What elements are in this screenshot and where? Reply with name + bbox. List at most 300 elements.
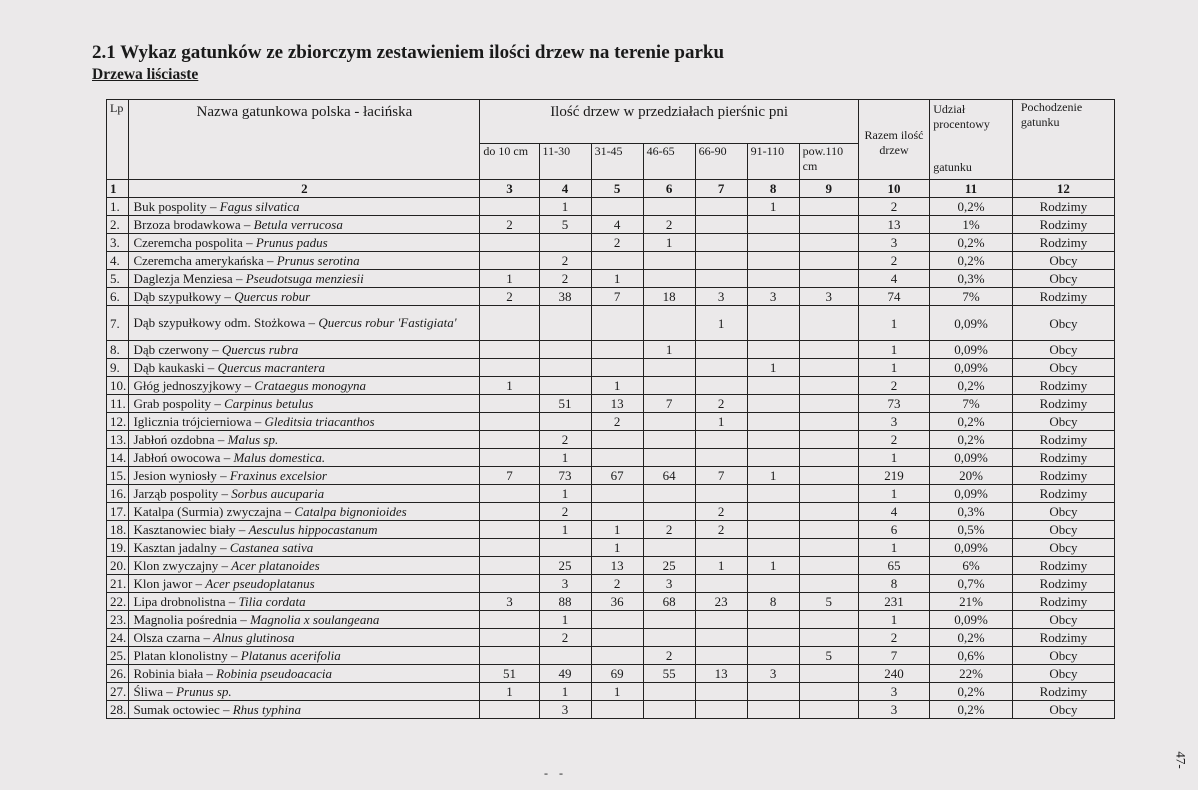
row-species-name [129,198,480,216]
row-count-cell: 7 [591,288,643,306]
row-count-cell [539,341,591,359]
species-polish-name: Jabłoń ozdobna – [133,432,228,447]
row-count-cell [480,306,539,341]
column-number: 11 [930,180,1013,198]
row-total: 3 [858,683,929,701]
species-polish-name: Daglezja Menziesa – [133,271,246,286]
row-species-name [129,431,480,449]
row-lp: 8. [107,341,129,359]
row-species-name [129,341,480,359]
row-total: 1 [858,539,929,557]
row-count-cell [695,683,747,701]
row-total: 231 [858,593,929,611]
row-count-cell [480,539,539,557]
row-count-cell [480,611,539,629]
row-count-cell: 1 [747,198,799,216]
row-total: 2 [858,198,929,216]
row-count-cell: 1 [747,359,799,377]
row-count-cell: 1 [747,467,799,485]
row-count-cell: 25 [539,557,591,575]
row-total: 2 [858,377,929,395]
row-count-cell [539,234,591,252]
header-origin: Pochodzenie gatunku [1012,100,1114,180]
row-percent: 22% [930,665,1013,683]
row-origin: Rodzimy [1012,629,1114,647]
row-count-cell: 1 [643,234,695,252]
row-total: 2 [858,252,929,270]
row-count-cell [747,485,799,503]
header-lp: Lp [107,100,129,180]
row-percent: 0,2% [930,413,1013,431]
row-count-cell [799,395,858,413]
row-count-cell [480,234,539,252]
table-row [107,683,1115,701]
row-lp: 21. [107,575,129,593]
row-count-cell: 18 [643,288,695,306]
row-count-cell [643,611,695,629]
row-species-name [129,377,480,395]
row-count-cell [747,306,799,341]
species-latin-name: Fagus silvatica [219,199,300,214]
row-origin: Obcy [1012,665,1114,683]
row-percent: 0,09% [930,539,1013,557]
row-count-cell: 69 [591,665,643,683]
species-polish-name: Klon zwyczajny – [133,558,232,573]
header-percent-top: Udział procentowy [933,102,990,131]
row-origin: Obcy [1012,539,1114,557]
row-percent: 0,2% [930,198,1013,216]
row-species-name [129,503,480,521]
row-count-cell: 49 [539,665,591,683]
row-count-cell [643,503,695,521]
row-percent: 21% [930,593,1013,611]
row-count-cell [695,629,747,647]
row-count-cell: 1 [480,683,539,701]
row-count-cell [799,431,858,449]
row-count-cell [643,377,695,395]
row-count-cell [591,198,643,216]
row-total: 13 [858,216,929,234]
row-count-cell: 2 [539,629,591,647]
row-lp: 20. [107,557,129,575]
row-count-cell: 2 [539,431,591,449]
row-count-cell [643,413,695,431]
row-count-cell [799,683,858,701]
row-count-cell [695,359,747,377]
row-count-cell: 3 [539,575,591,593]
row-count-cell [480,647,539,665]
row-count-cell [799,234,858,252]
row-count-cell: 1 [480,270,539,288]
row-count-cell: 51 [539,395,591,413]
header-percent [930,100,1013,180]
row-origin: Obcy [1012,359,1114,377]
species-polish-name: Buk pospolity – [133,199,220,214]
row-count-cell [799,377,858,395]
row-percent: 0,3% [930,503,1013,521]
row-lp: 17. [107,503,129,521]
row-count-cell: 7 [643,395,695,413]
table-row [107,485,1115,503]
side-mark: 47- [1173,751,1189,769]
row-species-name [129,413,480,431]
row-count-cell: 13 [591,395,643,413]
table-row [107,575,1115,593]
row-count-cell [539,377,591,395]
row-origin: Rodzimy [1012,395,1114,413]
row-count-cell [695,701,747,719]
row-lp: 23. [107,611,129,629]
row-count-cell [643,359,695,377]
row-lp: 19. [107,539,129,557]
row-count-cell [480,359,539,377]
row-percent: 7% [930,395,1013,413]
species-latin-name: Quercus robur 'Fastigiata' [318,315,457,330]
row-count-cell: 2 [539,270,591,288]
row-origin: Obcy [1012,647,1114,665]
row-count-cell [799,252,858,270]
row-count-cell [643,270,695,288]
row-origin: Obcy [1012,341,1114,359]
row-percent: 0,2% [930,683,1013,701]
row-total: 1 [858,485,929,503]
species-latin-name: Crataegus monogyna [254,378,366,393]
row-origin: Obcy [1012,413,1114,431]
row-count-cell: 3 [747,665,799,683]
species-polish-name: Sumak octowiec – [133,702,233,717]
table-row [107,198,1115,216]
row-count-cell [480,701,539,719]
row-count-cell [799,359,858,377]
row-lp: 14. [107,449,129,467]
species-latin-name: Quercus rubra [221,342,299,357]
row-total: 2 [858,629,929,647]
row-count-cell: 1 [591,270,643,288]
species-latin-name: Platanus acerifolia [240,648,341,663]
row-count-cell: 51 [480,665,539,683]
row-count-cell [695,270,747,288]
row-count-cell [539,539,591,557]
row-count-cell [747,449,799,467]
row-origin: Rodzimy [1012,593,1114,611]
row-total: 8 [858,575,929,593]
row-total: 1 [858,306,929,341]
row-lp: 26. [107,665,129,683]
row-count-cell [799,216,858,234]
row-percent: 0,2% [930,252,1013,270]
row-count-cell: 1 [591,539,643,557]
column-number: 6 [643,180,695,198]
row-total: 1 [858,611,929,629]
row-count-cell: 1 [539,611,591,629]
row-count-cell [747,503,799,521]
row-percent: 0,09% [930,449,1013,467]
row-count-cell [591,359,643,377]
row-count-cell [799,198,858,216]
header-percent-bottom: gatunku [933,160,972,174]
species-latin-name: Castanea sativa [229,540,314,555]
header-range-2: 11-30 [539,144,591,180]
row-origin: Rodzimy [1012,575,1114,593]
row-species-name [129,306,480,341]
species-latin-name: Gleditsia triacanthos [264,414,375,429]
species-polish-name: Platan klonolistny – [133,648,241,663]
row-count-cell [480,198,539,216]
row-percent: 0,5% [930,521,1013,539]
row-count-cell [747,683,799,701]
table-row [107,701,1115,719]
row-count-cell [480,252,539,270]
row-count-cell [747,395,799,413]
header-range-7: pow.110 cm [799,144,858,180]
row-count-cell [799,449,858,467]
row-lp: 2. [107,216,129,234]
header-total: Razem ilość drzew [858,100,929,180]
species-polish-name: Śliwa – [133,684,177,699]
species-polish-name: Magnolia pośrednia – [133,612,251,627]
row-percent: 0,3% [930,270,1013,288]
row-count-cell [480,485,539,503]
table-row [107,341,1115,359]
row-total: 3 [858,701,929,719]
species-latin-name: Alnus glutinosa [213,630,295,645]
row-count-cell: 5 [799,647,858,665]
species-polish-name: Katalpa (Surmia) zwyczajna – [133,504,295,519]
page-mark: - - [544,766,567,780]
row-count-cell [799,611,858,629]
row-count-cell: 7 [695,467,747,485]
row-origin: Rodzimy [1012,234,1114,252]
row-count-cell [539,413,591,431]
row-percent: 0,2% [930,629,1013,647]
row-count-cell [695,252,747,270]
species-polish-name: Klon jawor – [133,576,206,591]
row-count-cell: 3 [747,288,799,306]
header-range-5: 66-90 [695,144,747,180]
table-row [107,359,1115,377]
header-range-6: 91-110 [747,144,799,180]
row-count-cell [799,413,858,431]
section-subtitle: Drzewa liściaste [92,66,199,83]
row-percent: 6% [930,557,1013,575]
row-count-cell [591,341,643,359]
row-count-cell [480,395,539,413]
species-polish-name: Lipa drobnolistna – [133,594,239,609]
row-species-name [129,234,480,252]
row-count-cell [591,629,643,647]
table-row [107,234,1115,252]
row-origin: Obcy [1012,252,1114,270]
row-count-cell: 7 [480,467,539,485]
row-count-cell [539,306,591,341]
row-percent: 0,2% [930,377,1013,395]
row-count-cell [695,485,747,503]
row-species-name [129,270,480,288]
row-count-cell [643,431,695,449]
row-lp: 3. [107,234,129,252]
row-species-name [129,395,480,413]
species-polish-name: Jabłoń owocowa – [133,450,234,465]
row-count-cell [747,539,799,557]
species-polish-name: Dąb szypułkowy – [133,289,235,304]
row-count-cell: 3 [695,288,747,306]
table-row [107,665,1115,683]
row-count-cell: 2 [643,647,695,665]
species-latin-name: Tilia cordata [238,594,306,609]
row-count-cell: 2 [591,413,643,431]
row-count-cell [539,359,591,377]
header-name: Nazwa gatunkowa polska - łacińska [129,100,480,180]
row-count-cell: 3 [799,288,858,306]
species-polish-name: Czeremcha amerykańska – [133,253,277,268]
table-row [107,270,1115,288]
table-row [107,539,1115,557]
row-count-cell [799,521,858,539]
column-number: 5 [591,180,643,198]
row-species-name [129,216,480,234]
header-range-4: 46-65 [643,144,695,180]
row-count-cell: 64 [643,467,695,485]
table-row [107,629,1115,647]
row-count-cell: 55 [643,665,695,683]
row-count-cell [480,449,539,467]
row-origin: Rodzimy [1012,557,1114,575]
table-row [107,306,1115,341]
row-total: 1 [858,449,929,467]
column-number: 1 [107,180,129,198]
table-row [107,216,1115,234]
row-count-cell [799,629,858,647]
row-count-cell: 2 [539,252,591,270]
row-origin: Rodzimy [1012,198,1114,216]
row-count-cell [643,485,695,503]
row-count-cell: 1 [539,485,591,503]
row-count-cell: 2 [695,395,747,413]
row-count-cell [747,413,799,431]
row-species-name [129,665,480,683]
row-lp: 1. [107,198,129,216]
table-row [107,467,1115,485]
row-count-cell: 2 [643,521,695,539]
row-count-cell [695,216,747,234]
row-count-cell: 1 [480,377,539,395]
row-percent: 0,2% [930,234,1013,252]
row-count-cell: 1 [591,377,643,395]
row-count-cell [799,539,858,557]
row-origin: Rodzimy [1012,485,1114,503]
row-count-cell: 25 [643,557,695,575]
column-number: 3 [480,180,539,198]
row-count-cell [591,252,643,270]
row-total: 1 [858,341,929,359]
table-row [107,503,1115,521]
row-lp: 9. [107,359,129,377]
row-percent: 0,09% [930,485,1013,503]
column-number: 12 [1012,180,1114,198]
row-origin: Obcy [1012,270,1114,288]
species-polish-name: Robinia biała – [133,666,217,681]
row-count-cell: 2 [480,216,539,234]
row-percent: 0,09% [930,341,1013,359]
row-lp: 7. [107,306,129,341]
species-polish-name: Dąb czerwony – [133,342,222,357]
row-count-cell [695,431,747,449]
row-origin: Rodzimy [1012,683,1114,701]
row-percent: 20% [930,467,1013,485]
species-polish-name: Kasztan jadalny – [133,540,230,555]
row-origin: Rodzimy [1012,216,1114,234]
row-total: 74 [858,288,929,306]
page-title: 2.1 Wykaz gatunków ze zbiorczym zestawieniem ilości drzew na terenie parku [92,42,725,63]
row-count-cell [480,413,539,431]
row-percent: 1% [930,216,1013,234]
species-polish-name: Dąb szypułkowy odm. Stożkowa – [133,315,319,330]
row-count-cell [747,234,799,252]
row-count-cell [643,683,695,701]
row-lp: 27. [107,683,129,701]
species-latin-name: Malus domestica. [233,450,326,465]
table-row [107,413,1115,431]
row-count-cell [747,647,799,665]
row-count-cell [480,341,539,359]
row-count-cell [799,341,858,359]
row-count-cell: 36 [591,593,643,611]
row-species-name [129,288,480,306]
column-number: 10 [858,180,929,198]
row-count-cell: 1 [643,341,695,359]
table-row [107,647,1115,665]
header-dbh-group: Ilość drzew w przedziałach pierśnic pni [480,100,858,144]
row-species-name [129,683,480,701]
species-latin-name: Quercus macrantera [217,360,326,375]
row-total: 73 [858,395,929,413]
row-total: 6 [858,521,929,539]
row-species-name [129,593,480,611]
row-count-cell [643,449,695,467]
row-count-cell [799,485,858,503]
row-count-cell: 88 [539,593,591,611]
species-latin-name: Robinia pseudoacacia [216,666,333,681]
row-count-cell: 2 [591,234,643,252]
row-lp: 4. [107,252,129,270]
species-latin-name: Quercus robur [234,289,311,304]
row-count-cell [591,306,643,341]
row-origin: Rodzimy [1012,377,1114,395]
row-count-cell [480,575,539,593]
row-count-cell: 38 [539,288,591,306]
row-species-name [129,252,480,270]
row-species-name [129,629,480,647]
table-row [107,557,1115,575]
row-count-cell: 2 [695,503,747,521]
row-species-name [129,611,480,629]
row-count-cell: 1 [539,521,591,539]
row-count-cell: 3 [643,575,695,593]
row-lp: 18. [107,521,129,539]
header-range-3: 31-45 [591,144,643,180]
species-polish-name: Głóg jednoszyjkowy – [133,378,255,393]
species-latin-name: Aesculus hippocastanum [248,522,378,537]
row-count-cell [799,306,858,341]
row-count-cell [591,611,643,629]
row-count-cell [695,198,747,216]
row-count-cell [591,647,643,665]
row-percent: 0,7% [930,575,1013,593]
table-row [107,395,1115,413]
column-number: 4 [539,180,591,198]
row-lp: 5. [107,270,129,288]
row-count-cell: 68 [643,593,695,611]
